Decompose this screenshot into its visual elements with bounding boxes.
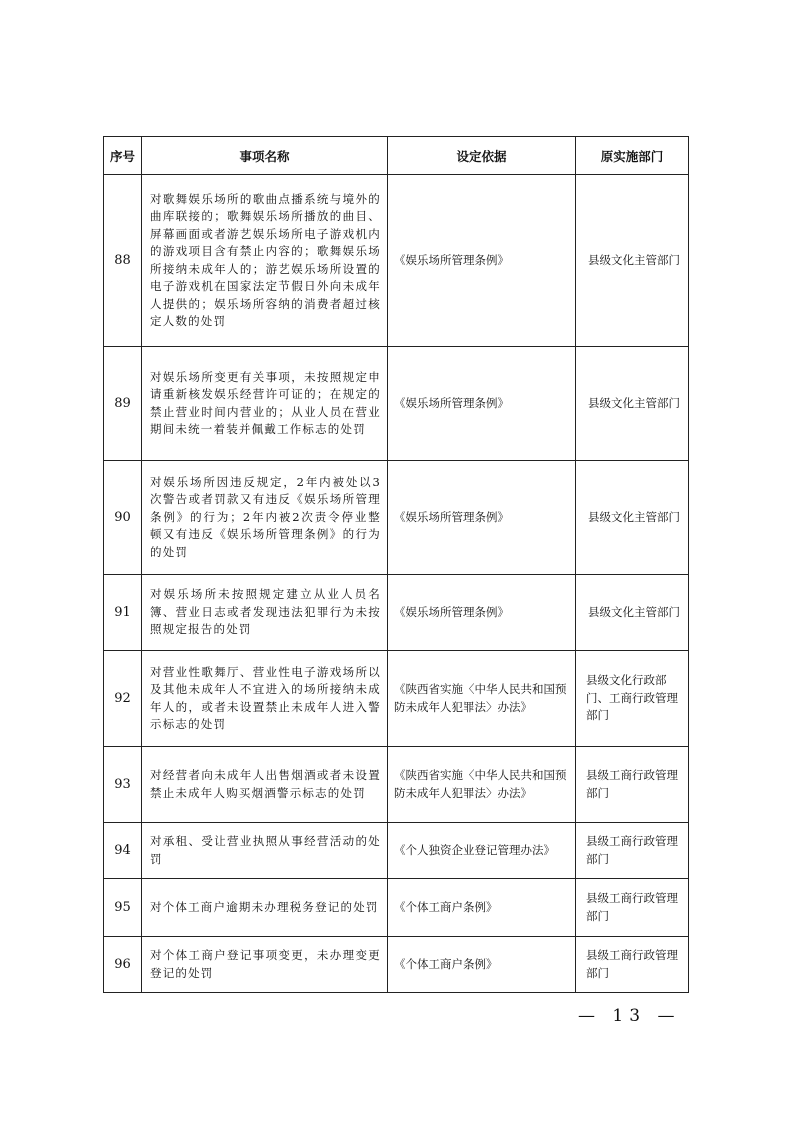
row-item-name: 对承租、受让营业执照从事经营活动的处罚 [142,823,388,879]
row-basis: 《陕西省实施〈中华人民共和国预防未成年人犯罪法〉办法》 [388,747,576,823]
row-department: 县级文化主管部门 [576,575,689,651]
row-index: 95 [104,879,142,937]
row-department: 县级文化主管部门 [576,175,689,347]
row-basis: 《娱乐场所管理条例》 [388,461,576,575]
row-department: 县级文化主管部门 [576,347,689,461]
penalty-items-table [103,136,689,993]
header-basis: 设定依据 [388,137,576,175]
table-row [104,575,689,651]
row-department: 县级工商行政管理部门 [576,879,689,937]
header-index: 序号 [104,137,142,175]
row-item-name: 对个体工商户登记事项变更，未办理变更登记的处罚 [142,937,388,993]
row-basis: 《个体工商户条例》 [388,879,576,937]
header-item-name: 事项名称 [142,137,388,175]
row-item-name: 对经营者向未成年人出售烟酒或者未设置禁止未成年人购买烟酒警示标志的处罚 [142,747,388,823]
table-row [104,823,689,879]
row-basis: 《娱乐场所管理条例》 [388,347,576,461]
row-basis: 《陕西省实施〈中华人民共和国预防未成年人犯罪法〉办法》 [388,651,576,747]
row-department: 县级文化行政部门、工商行政管理部门 [576,651,689,747]
row-item-name: 对娱乐场所未按照规定建立从业人员名簿、营业日志或者发现违法犯罪行为未按照规定报告的处罚 [142,575,388,651]
row-index: 91 [104,575,142,651]
row-department: 县级文化主管部门 [576,461,689,575]
row-index: 89 [104,347,142,461]
header-department: 原实施部门 [576,137,689,175]
row-index: 92 [104,651,142,747]
row-department: 县级工商行政管理部门 [576,823,689,879]
row-index: 94 [104,823,142,879]
row-item-name: 对娱乐场所因违反规定，2年内被处以3次警告或者罚款又有违反《娱乐场所管理条例》的行为；2年内被2次责令停业整顿又有违反《娱乐场所管理条例》的行为的处罚 [142,461,388,575]
row-item-name: 对个体工商户逾期未办理税务登记的处罚 [142,879,388,937]
table-row [104,651,689,747]
row-basis: 《个体工商户条例》 [388,937,576,993]
row-department: 县级工商行政管理部门 [576,937,689,993]
table-row [104,937,689,993]
row-basis: 《个人独资企业登记管理办法》 [388,823,576,879]
row-item-name: 对营业性歌舞厅、营业性电子游戏场所以及其他未成年人不宜进入的场所接纳未成年人的，或者未设置禁止未成年人进入警示标志的处罚 [142,651,388,747]
row-basis: 《娱乐场所管理条例》 [388,575,576,651]
row-basis: 《娱乐场所管理条例》 [388,175,576,347]
table-row [104,461,689,575]
row-index: 93 [104,747,142,823]
page-number: — 13 — [578,1006,681,1026]
table-row [104,879,689,937]
table-row [104,175,689,347]
row-index: 88 [104,175,142,347]
row-item-name: 对娱乐场所变更有关事项，未按照规定申请重新核发娱乐经营许可证的；在规定的禁止营业时间内营业的；从业人员在营业期间未统一着装并佩戴工作标志的处罚 [142,347,388,461]
row-index: 96 [104,937,142,993]
table-row [104,747,689,823]
table-row [104,347,689,461]
row-index: 90 [104,461,142,575]
table-header-row [104,137,689,175]
row-item-name: 对歌舞娱乐场所的歌曲点播系统与境外的曲库联接的；歌舞娱乐场所播放的曲目、屏幕画面或者游艺娱乐场所电子游戏机内的游戏项目含有禁止内容的；歌舞娱乐场所接纳未成年人的；游艺娱乐场所设置的电子游戏机在国家法定节假日外向未成年人提供的；娱乐场所容纳的消费者超过核定人数的处罚 [142,175,388,347]
row-department: 县级工商行政管理部门 [576,747,689,823]
